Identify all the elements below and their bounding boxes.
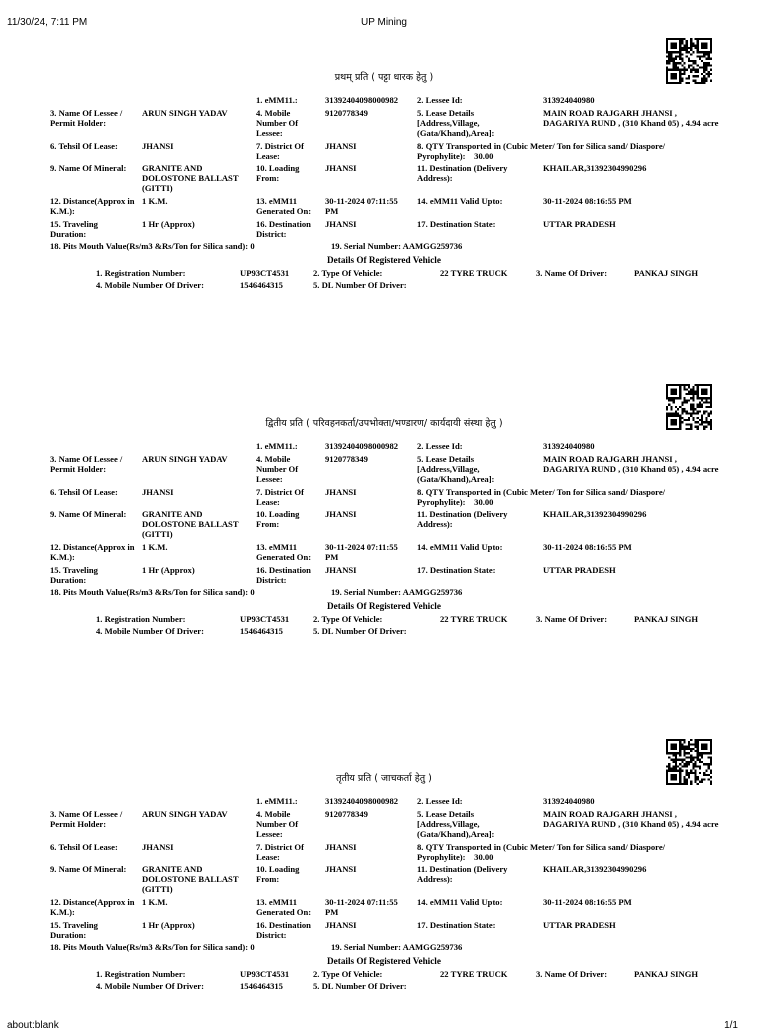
value-lessee-name: ARUN SINGH YADAV xyxy=(142,809,228,819)
label-lease-details: 5. Lease Details [Address,Village, (Gata/Khand),Area]: xyxy=(417,809,495,839)
value-pits-mouth: 0 xyxy=(250,587,255,597)
label-generated-on: 13. eMM11 Generated On: xyxy=(256,897,312,917)
value-vehicle-type: 22 TYRE TRUCK xyxy=(440,969,508,979)
print-header xyxy=(0,17,768,33)
value-mobile: 9120778349 xyxy=(325,108,368,118)
value-mobile: 9120778349 xyxy=(325,809,368,819)
value-lessee-id: 313924040980 xyxy=(543,441,595,451)
value-district: JHANSI xyxy=(325,141,357,151)
label-dest-state: 17. Destination State: xyxy=(417,920,496,930)
value-serial: AAMGG259736 xyxy=(402,241,463,251)
value-tehsil: JHANSI xyxy=(142,842,174,852)
label-lease-details: 5. Lease Details [Address,Village, (Gata/Khand),Area]: xyxy=(417,108,495,138)
value-generated-on: 30-11-2024 07:11:55 PM xyxy=(325,897,398,917)
value-dest-district: JHANSI xyxy=(325,219,357,229)
label-emm11: 1. eMM11.: xyxy=(256,796,298,806)
label-lessee-id: 2. Lessee Id: xyxy=(417,796,463,806)
label-vehicle-type: 2. Type Of Vehicle: xyxy=(313,969,383,979)
label-mineral: 9. Name Of Mineral: xyxy=(50,864,127,874)
value-mineral: GRANITE AND DOLOSTONE BALLAST (GITTI) xyxy=(142,864,239,894)
vehicle-section-title: Details Of Registered Vehicle xyxy=(327,255,441,265)
value-district: JHANSI xyxy=(325,842,357,852)
value-distance: 1 K.M. xyxy=(142,897,168,907)
label-lessee-id: 2. Lessee Id: xyxy=(417,95,463,105)
label-traveling: 15. Traveling Duration: xyxy=(50,219,98,239)
value-loading: JHANSI xyxy=(325,864,357,874)
label-dest-district: 16. Destination District: xyxy=(256,219,311,239)
label-mobile: 4. Mobile Number Of Lessee: xyxy=(256,809,299,839)
value-pits-mouth: 0 xyxy=(250,241,255,251)
value-tehsil: JHANSI xyxy=(142,487,174,497)
value-mineral: GRANITE AND DOLOSTONE BALLAST (GITTI) xyxy=(142,509,239,539)
label-pits-mouth: 18. Pits Mouth Value(Rs/m3 &Rs/Ton for Silica sand): 0 xyxy=(50,241,255,251)
label-dl-no: 5. DL Number Of Driver: xyxy=(313,626,407,636)
value-lessee-id: 313924040980 xyxy=(543,796,595,806)
value-reg-no: UP93CT4531 xyxy=(240,268,290,278)
label-qty: 8. QTY Transported in (Cubic Meter/ Ton for Silica sand/ Diaspore/ Pyrophylite): 30.00 xyxy=(417,842,666,862)
label-destination: 11. Destination (Delivery Address): xyxy=(417,163,508,183)
label-vehicle-type: 2. Type Of Vehicle: xyxy=(313,268,383,278)
label-dest-district: 16. Destination District: xyxy=(256,920,311,940)
label-distance: 12. Distance(Approx in K.M.): xyxy=(50,196,135,216)
value-qty: 30.00 xyxy=(474,497,494,507)
value-traveling: 1 Hr (Approx) xyxy=(142,565,195,575)
value-lessee-name: ARUN SINGH YADAV xyxy=(142,108,228,118)
value-driver-name: PANKAJ SINGH xyxy=(634,614,699,624)
value-generated-on: 30-11-2024 07:11:55 PM xyxy=(325,196,398,216)
value-tehsil: JHANSI xyxy=(142,141,174,151)
label-distance: 12. Distance(Approx in K.M.): xyxy=(50,542,135,562)
value-lease-details: MAIN ROAD RAJGARH JHANSI , DAGARIYA RUND , (310 Khand 05) , 4.94 acre xyxy=(543,809,719,829)
label-tehsil: 6. Tehsil Of Lease: xyxy=(50,487,118,497)
label-emm11: 1. eMM11.: xyxy=(256,441,298,451)
value-lease-details: MAIN ROAD RAJGARH JHANSI , DAGARIYA RUND , (310 Khand 05) , 4.94 acre xyxy=(543,108,719,128)
print-footer xyxy=(0,1020,768,1036)
label-driver-mobile: 4. Mobile Number Of Driver: xyxy=(96,280,204,290)
value-emm11: 31392404098000982 xyxy=(325,441,399,451)
label-loading: 10. Loading From: xyxy=(256,163,300,183)
value-valid-upto: 30-11-2024 08:16:55 PM xyxy=(543,196,632,206)
label-dest-state: 17. Destination State: xyxy=(417,565,496,575)
label-serial: 19. Serial Number: AAMGG259736 xyxy=(331,241,463,251)
print-title: UP Mining xyxy=(361,17,407,28)
label-district: 7. District Of Lease: xyxy=(256,842,304,862)
label-driver-mobile: 4. Mobile Number Of Driver: xyxy=(96,626,204,636)
label-mineral: 9. Name Of Mineral: xyxy=(50,163,127,173)
label-mineral: 9. Name Of Mineral: xyxy=(50,509,127,519)
value-reg-no: UP93CT4531 xyxy=(240,969,290,979)
value-driver-mobile: 1546464315 xyxy=(240,626,283,636)
value-reg-no: UP93CT4531 xyxy=(240,614,290,624)
value-driver-mobile: 1546464315 xyxy=(240,280,283,290)
label-driver-name: 3. Name Of Driver: xyxy=(536,969,608,979)
label-dl-no: 5. DL Number Of Driver: xyxy=(313,981,407,991)
label-tehsil: 6. Tehsil Of Lease: xyxy=(50,141,118,151)
label-district: 7. District Of Lease: xyxy=(256,487,304,507)
value-destination: KHAILAR,31392304990296 xyxy=(543,509,647,519)
emm11-copy-1 xyxy=(0,38,768,298)
label-mobile: 4. Mobile Number Of Lessee: xyxy=(256,108,299,138)
value-distance: 1 K.M. xyxy=(142,542,168,552)
label-reg-no: 1. Registration Number: xyxy=(96,969,186,979)
value-traveling: 1 Hr (Approx) xyxy=(142,219,195,229)
value-lessee-name: ARUN SINGH YADAV xyxy=(142,454,228,464)
label-dest-district: 16. Destination District: xyxy=(256,565,311,585)
label-vehicle-type: 2. Type Of Vehicle: xyxy=(313,614,383,624)
value-valid-upto: 30-11-2024 08:16:55 PM xyxy=(543,542,632,552)
label-loading: 10. Loading From: xyxy=(256,509,300,529)
value-valid-upto: 30-11-2024 08:16:55 PM xyxy=(543,897,632,907)
label-serial: 19. Serial Number: AAMGG259736 xyxy=(331,942,463,952)
label-driver-mobile: 4. Mobile Number Of Driver: xyxy=(96,981,204,991)
vehicle-section-title: Details Of Registered Vehicle xyxy=(327,956,441,966)
value-loading: JHANSI xyxy=(325,163,357,173)
value-dest-state: UTTAR PRADESH xyxy=(543,565,616,575)
value-dest-state: UTTAR PRADESH xyxy=(543,219,616,229)
label-generated-on: 13. eMM11 Generated On: xyxy=(256,196,312,216)
copy-title: प्रथम् प्रति ( पट्टा धारक हेतु ) xyxy=(334,72,434,83)
value-driver-name: PANKAJ SINGH xyxy=(634,268,699,278)
label-pits-mouth: 18. Pits Mouth Value(Rs/m3 &Rs/Ton for Silica sand): 0 xyxy=(50,587,255,597)
label-dl-no: 5. DL Number Of Driver: xyxy=(313,280,407,290)
value-dest-district: JHANSI xyxy=(325,565,357,575)
label-district: 7. District Of Lease: xyxy=(256,141,304,161)
value-vehicle-type: 22 TYRE TRUCK xyxy=(440,268,508,278)
value-mineral: GRANITE AND DOLOSTONE BALLAST (GITTI) xyxy=(142,163,239,193)
copy-title: तृतीय प्रति ( जाचकर्ता हेतु ) xyxy=(336,773,432,784)
value-distance: 1 K.M. xyxy=(142,196,168,206)
copy-title: द्वितीय प्रति ( परिवहनकर्ता/उपभोक्ता/भण्डारण/ कार्यदायी संस्था हेतु ) xyxy=(265,418,503,429)
label-mobile: 4. Mobile Number Of Lessee: xyxy=(256,454,299,484)
label-generated-on: 13. eMM11 Generated On: xyxy=(256,542,312,562)
label-lessee-name: 3. Name Of Lessee / Permit Holder: xyxy=(50,108,123,128)
label-qty: 8. QTY Transported in (Cubic Meter/ Ton for Silica sand/ Diaspore/ Pyrophylite): 30.00 xyxy=(417,487,666,507)
value-loading: JHANSI xyxy=(325,509,357,519)
label-driver-name: 3. Name Of Driver: xyxy=(536,614,608,624)
label-valid-upto: 14. eMM11 Valid Upto: xyxy=(417,897,503,907)
label-tehsil: 6. Tehsil Of Lease: xyxy=(50,842,118,852)
vehicle-section-title: Details Of Registered Vehicle xyxy=(327,601,441,611)
value-district: JHANSI xyxy=(325,487,357,497)
label-lessee-id: 2. Lessee Id: xyxy=(417,441,463,451)
label-destination: 11. Destination (Delivery Address): xyxy=(417,864,508,884)
label-distance: 12. Distance(Approx in K.M.): xyxy=(50,897,135,917)
value-dest-state: UTTAR PRADESH xyxy=(543,920,616,930)
value-emm11: 31392404098000982 xyxy=(325,95,399,105)
value-destination: KHAILAR,31392304990296 xyxy=(543,163,647,173)
label-lease-details: 5. Lease Details [Address,Village, (Gata/Khand),Area]: xyxy=(417,454,495,484)
label-reg-no: 1. Registration Number: xyxy=(96,614,186,624)
value-serial: AAMGG259736 xyxy=(402,587,463,597)
value-mobile: 9120778349 xyxy=(325,454,368,464)
label-valid-upto: 14. eMM11 Valid Upto: xyxy=(417,542,503,552)
label-dest-state: 17. Destination State: xyxy=(417,219,496,229)
value-destination: KHAILAR,31392304990296 xyxy=(543,864,647,874)
value-driver-mobile: 1546464315 xyxy=(240,981,283,991)
label-lessee-name: 3. Name Of Lessee / Permit Holder: xyxy=(50,809,123,829)
value-traveling: 1 Hr (Approx) xyxy=(142,920,195,930)
print-page-number: 1/1 xyxy=(724,1020,738,1031)
print-datetime: 11/30/24, 7:11 PM xyxy=(7,17,88,28)
emm11-copy-3 xyxy=(0,739,768,999)
label-valid-upto: 14. eMM11 Valid Upto: xyxy=(417,196,503,206)
value-emm11: 31392404098000982 xyxy=(325,796,399,806)
label-destination: 11. Destination (Delivery Address): xyxy=(417,509,508,529)
value-qty: 30.00 xyxy=(474,852,494,862)
label-qty: 8. QTY Transported in (Cubic Meter/ Ton for Silica sand/ Diaspore/ Pyrophylite): 30.00 xyxy=(417,141,666,161)
value-qty: 30.00 xyxy=(474,151,494,161)
value-lessee-id: 313924040980 xyxy=(543,95,595,105)
label-emm11: 1. eMM11.: xyxy=(256,95,298,105)
label-lessee-name: 3. Name Of Lessee / Permit Holder: xyxy=(50,454,123,474)
print-url: about:blank xyxy=(7,1020,59,1031)
value-pits-mouth: 0 xyxy=(250,942,255,952)
label-driver-name: 3. Name Of Driver: xyxy=(536,268,608,278)
value-lease-details: MAIN ROAD RAJGARH JHANSI , DAGARIYA RUND , (310 Khand 05) , 4.94 acre xyxy=(543,454,719,474)
label-loading: 10. Loading From: xyxy=(256,864,300,884)
emm11-copy-2 xyxy=(0,384,768,644)
label-serial: 19. Serial Number: AAMGG259736 xyxy=(331,587,463,597)
label-traveling: 15. Traveling Duration: xyxy=(50,565,98,585)
value-generated-on: 30-11-2024 07:11:55 PM xyxy=(325,542,398,562)
label-pits-mouth: 18. Pits Mouth Value(Rs/m3 &Rs/Ton for Silica sand): 0 xyxy=(50,942,255,952)
value-dest-district: JHANSI xyxy=(325,920,357,930)
value-vehicle-type: 22 TYRE TRUCK xyxy=(440,614,508,624)
label-traveling: 15. Traveling Duration: xyxy=(50,920,98,940)
value-serial: AAMGG259736 xyxy=(402,942,463,952)
label-reg-no: 1. Registration Number: xyxy=(96,268,186,278)
value-driver-name: PANKAJ SINGH xyxy=(634,969,699,979)
